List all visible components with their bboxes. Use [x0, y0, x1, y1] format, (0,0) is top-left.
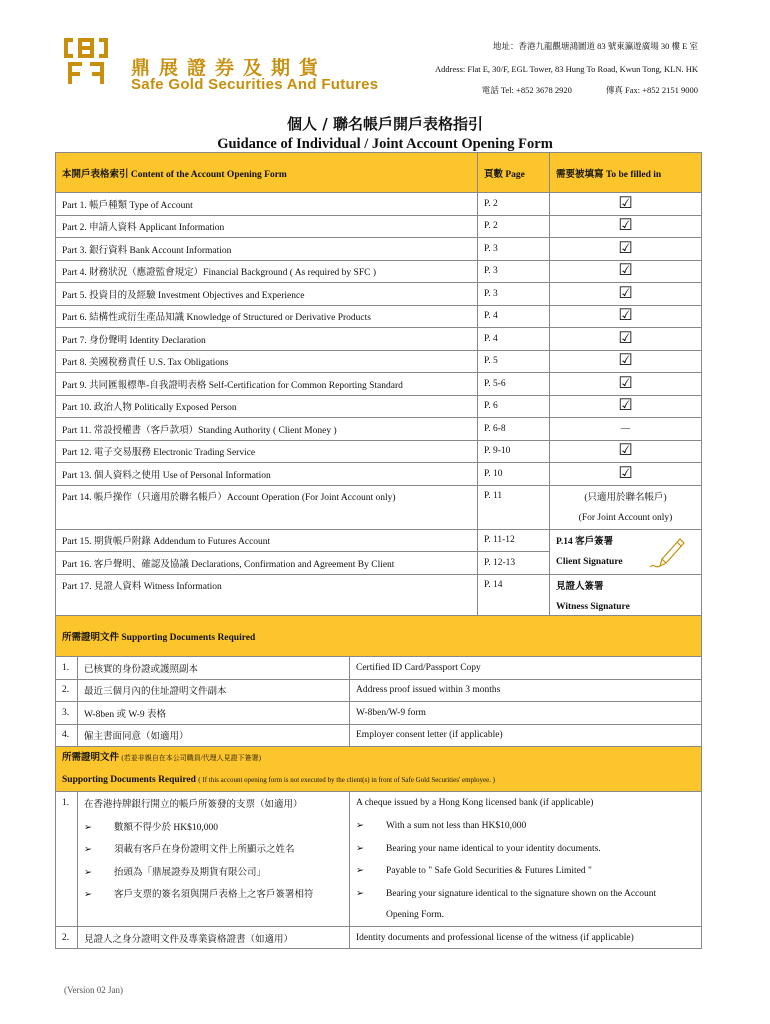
fax-text: 傳真 Fax: +852 2151 9000 — [605, 85, 698, 95]
tel-text: 電話 Tel: +852 3678 2920 — [481, 85, 572, 95]
table-row — [56, 551, 702, 574]
part-label: Part 8. 美國稅務責任 U.S. Tax Obligations — [56, 350, 478, 373]
part-page: P. 4 — [478, 328, 550, 351]
checkbox-checked-icon: ☑ — [550, 328, 702, 351]
bullet-en: With a sum not less than HK$10,000 — [386, 821, 527, 832]
table-row — [56, 260, 702, 283]
doc-cn: W-8ben 或 W-9 表格 — [78, 702, 350, 725]
doc-cn: 已核實的身份證或護照副本 — [78, 657, 350, 680]
table-row — [56, 238, 702, 261]
doc-en: Certified ID Card/Passport Copy — [350, 657, 702, 680]
doc-cn: 僱主書面同意（如適用） — [78, 724, 350, 747]
bullet-arrow-icon: ➢ — [84, 822, 92, 833]
table-row — [56, 418, 702, 441]
bullet-arrow-icon: ➢ — [84, 845, 92, 856]
table-row — [56, 395, 702, 418]
part-page: P. 4 — [478, 305, 550, 328]
part-page: P. 6 — [478, 395, 550, 418]
part-label: Part 7. 身份聲明 Identity Declaration — [56, 328, 478, 351]
part-page: P. 12-13 — [478, 551, 550, 574]
part-label: Part 1. 帳戶種類 Type of Account — [56, 193, 478, 216]
bullet-arrow-icon: ➢ — [356, 821, 364, 832]
table-row — [56, 529, 702, 551]
part-label: Part 11. 常設授權書（客戶款項）Standing Authority ( Client Money ) — [56, 418, 478, 441]
version-label: (Version 02 Jan) — [64, 985, 123, 995]
header-page: 頁數 Page — [478, 153, 550, 193]
docs-header: 所需證明文件 Supporting Documents Required — [56, 616, 702, 657]
company-name-cn: 鼎展證券及期貨 — [131, 57, 328, 79]
table-row — [56, 905, 702, 927]
checkbox-checked-icon: ☑ — [550, 395, 702, 418]
part-page: P. 5 — [478, 350, 550, 373]
checkbox-checked-icon: ☑ — [550, 305, 702, 328]
header-filled: 需要被填寫 To be filled in — [550, 153, 702, 193]
page-title-cn: 個人 / 聯名帳戶開戶表格指引 — [287, 115, 483, 133]
checkbox-checked-icon: ☑ — [550, 215, 702, 238]
checkbox-checked-icon: ☑ — [550, 373, 702, 396]
doc-num: 3. — [56, 702, 78, 725]
part-fill-note: (For Joint Account only) — [550, 507, 702, 529]
doc-en: Employer consent letter (if applicable) — [350, 724, 702, 747]
checkbox-checked-icon: ☑ — [550, 440, 702, 463]
part-page: P. 5-6 — [478, 373, 550, 396]
supporting-docs-table — [55, 615, 702, 949]
table-row — [56, 215, 702, 238]
part-label: Part 6. 結構性或衍生產品知識 Knowledge of Structured or Derivative Products — [56, 305, 478, 328]
checkbox-checked-icon: ☑ — [550, 238, 702, 261]
table-row — [56, 350, 702, 373]
witness-signature-en: Witness Signature — [550, 596, 702, 618]
table-row — [56, 328, 702, 351]
checkbox-checked-icon: ☑ — [550, 283, 702, 306]
table-row — [56, 574, 702, 596]
client-signature-en: Client Signature — [550, 551, 702, 574]
docs2-header-row — [56, 747, 702, 792]
bullet-cn: 客戶支票的簽名須與開戶表格上之客戶簽署相符 — [114, 890, 314, 901]
table-row — [56, 373, 702, 396]
company-logo-icon — [64, 38, 108, 84]
not-required-dash: — — [550, 418, 702, 441]
doc-num: 1. — [56, 657, 78, 680]
bullet-en: Bearing your name identical to your identity documents. — [386, 843, 601, 854]
part-label: Part 3. 銀行資料 Bank Account Information — [56, 238, 478, 261]
doc-num: 4. — [56, 724, 78, 747]
header-content: 本開戶表格索引 Content of the Account Opening Form — [56, 153, 478, 193]
part-label: Part 12. 電子交易服務 Electronic Trading Service — [56, 440, 478, 463]
part-fill-note: (只適用於聯名帳戶) — [550, 485, 702, 507]
bullet-cn: 抬頭為「鼎展證券及期貨有限公司」 — [114, 867, 267, 878]
table-row — [56, 463, 702, 486]
part-label: Part 14. 帳戶操作（只適用於聯名帳戶）Account Operation (For Joint Account only) — [56, 485, 478, 507]
part-page: P. 3 — [478, 238, 550, 261]
bullet-cn: 數額不得少於 HK$10,000 — [114, 822, 218, 833]
bullet-arrow-icon: ➢ — [84, 890, 92, 901]
part-page: P. 14 — [478, 574, 550, 596]
table-row — [56, 724, 702, 747]
table-row — [56, 927, 702, 949]
part-label: Part 9. 共同匯報標準-自我證明表格 Self-Certification for Common Reporting Standard — [56, 373, 478, 396]
checkbox-checked-icon: ☑ — [550, 260, 702, 283]
account-form-index-table — [55, 152, 702, 619]
part-page: P. 10 — [478, 463, 550, 486]
address-cn: 地址：香港九龍觀塘鴻圖道 83 號東瀛遊廣場 30 樓 E 室 — [493, 41, 698, 51]
contact-line — [482, 84, 698, 96]
part-page: P. 2 — [478, 215, 550, 238]
docs2-header-en-note: ( If this account opening form is not executed by the client(s) in front of Safe Gold Securities' employee. ) — [198, 776, 496, 784]
table-row — [56, 507, 702, 529]
doc-num: 2. — [56, 679, 78, 702]
doc-en: Identity documents and professional license of the witness (if applicable) — [350, 927, 702, 949]
doc-en: W-8ben/W-9 form — [350, 702, 702, 725]
part-label: Part 10. 政治人物 Politically Exposed Person — [56, 395, 478, 418]
bullet-arrow-icon: ➢ — [84, 867, 92, 878]
docs2-header-en: Supporting Documents Required — [62, 775, 196, 785]
checkbox-checked-icon: ☑ — [550, 193, 702, 216]
client-signature-cn: P.14 客戶簽署 — [550, 529, 702, 551]
table-row — [56, 440, 702, 463]
doc-cn: 最近三個月內的住址證明文件副本 — [78, 679, 350, 702]
part-label: Part 2. 申請人資料 Applicant Information — [56, 215, 478, 238]
bullet-en-cont: Opening Form. — [386, 910, 445, 921]
part-label: Part 16. 客戶聲明、確認及協議 Declarations, Confirmation and Agreement By Client — [56, 551, 478, 574]
doc-num: 2. — [56, 927, 78, 949]
doc-en: Address proof issued within 3 months — [350, 679, 702, 702]
doc-cn: 見證人之身分證明文件及專業資格證書（如適用） — [78, 927, 350, 949]
part-page: P. 3 — [478, 283, 550, 306]
bullet-arrow-icon: ➢ — [356, 866, 364, 877]
page-title-en: Guidance of Individual / Joint Account Opening Form — [217, 136, 553, 152]
docs2-header-cn: 所需證明文件 — [62, 753, 120, 763]
table-row — [56, 837, 702, 860]
part-page: P. 2 — [478, 193, 550, 216]
bullet-arrow-icon: ➢ — [356, 888, 364, 899]
company-name-en: Safe Gold Securities And Futures — [131, 76, 379, 93]
checkbox-checked-icon: ☑ — [550, 463, 702, 486]
table-row — [56, 193, 702, 216]
part-page: P. 11 — [478, 485, 550, 507]
checkbox-checked-icon: ☑ — [550, 350, 702, 373]
table-row — [56, 815, 702, 838]
part-page: P. 3 — [478, 260, 550, 283]
witness-signature-cn: 見證人簽署 — [550, 574, 702, 596]
table-row — [56, 860, 702, 883]
part-label: Part 15. 期貨帳戶附錄 Addendum to Futures Account — [56, 529, 478, 551]
doc-cn: 在香港持牌銀行開立的帳戶所簽發的支票（如適用） — [78, 792, 350, 815]
table-row — [56, 702, 702, 725]
part-label: Part 4. 財務狀況（應證監會規定）Financial Background ( As required by SFC ) — [56, 260, 478, 283]
address-en: Address: Flat E, 30/F, EGL Tower, 83 Hung To Road, Kwun Tong, KLN. HK — [435, 64, 698, 74]
part-page: P. 6-8 — [478, 418, 550, 441]
table-row — [56, 485, 702, 507]
table-row — [56, 283, 702, 306]
doc-en: A cheque issued by a Hong Kong licensed bank (if applicable) — [350, 792, 702, 815]
table-row — [56, 792, 702, 815]
pen-signature-icon — [648, 535, 688, 571]
table-row — [56, 657, 702, 680]
docs2-header-cn-note: (若並非親自在本公司職員/代理人見證下簽署) — [121, 754, 261, 762]
part-page: P. 11-12 — [478, 529, 550, 551]
part-label: Part 13. 個人資料之使用 Use of Personal Information — [56, 463, 478, 486]
table-row — [56, 679, 702, 702]
bullet-arrow-icon: ➢ — [356, 843, 364, 854]
bullet-cn: 須載有客戶在身份證明文件上所顯示之姓名 — [114, 845, 295, 856]
bullet-en: Payable to " Safe Gold Securities & Futures Limited " — [386, 866, 592, 877]
doc-num: 1. — [56, 792, 78, 815]
part-label: Part 17. 見證人資料 Witness Information — [56, 574, 478, 596]
table-row — [56, 882, 702, 905]
table-header-row — [56, 153, 702, 193]
part-label: Part 5. 投資目的及經驗 Investment Objectives and Experience — [56, 283, 478, 306]
table-row — [56, 305, 702, 328]
part-page: P. 9-10 — [478, 440, 550, 463]
docs-header-row — [56, 616, 702, 657]
bullet-en: Bearing your signature identical to the signature shown on the Account — [386, 888, 657, 899]
